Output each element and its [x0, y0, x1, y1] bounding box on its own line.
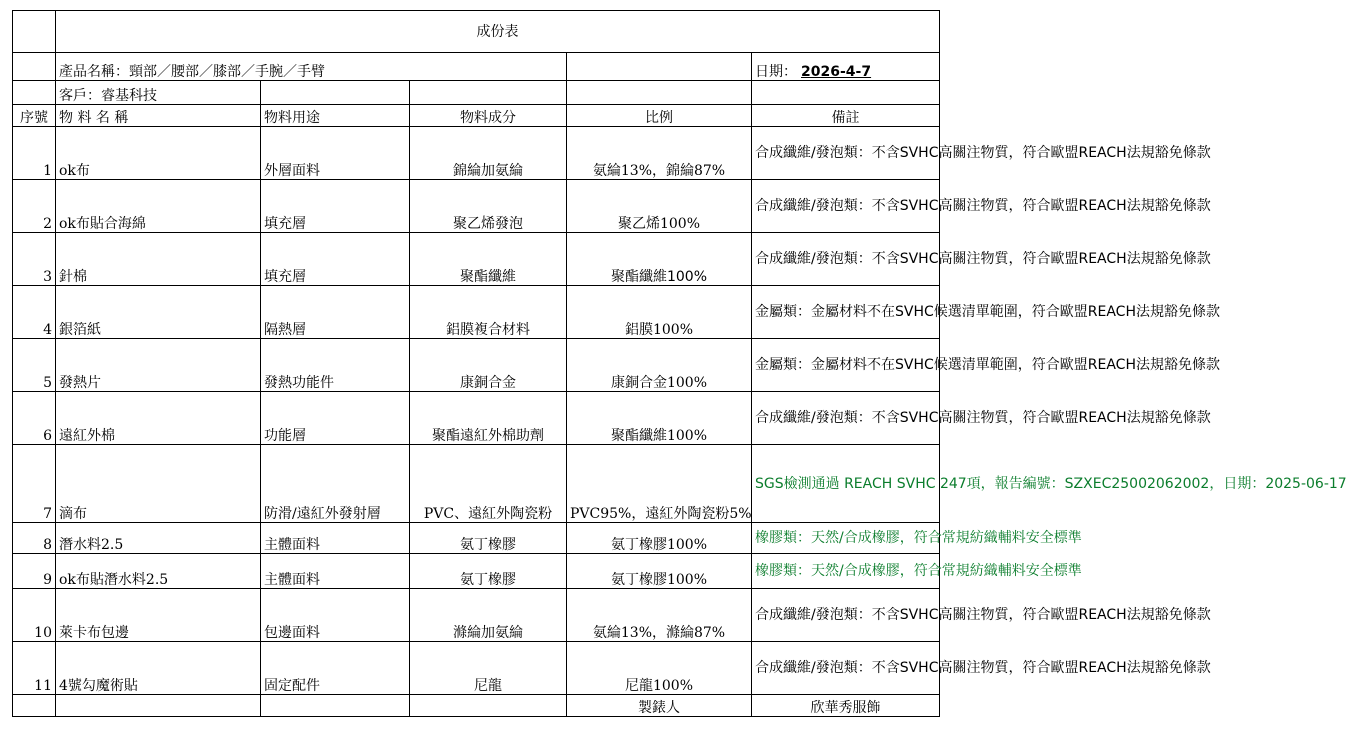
row-ratio: 鋁膜100% — [567, 286, 752, 339]
row-material-use: 主體面料 — [261, 523, 410, 554]
row-seq: 1 — [13, 127, 56, 180]
date-value: 2026-4-7 — [801, 64, 872, 80]
header-use: 物料用途 — [261, 105, 410, 127]
table-row — [13, 523, 940, 554]
table-row — [13, 445, 940, 523]
row-material-name: ok布貼潛水料2.5 — [56, 554, 261, 589]
row-ratio: PVC95%，遠紅外陶瓷粉5% — [567, 445, 752, 523]
row-composition: 錦綸加氨綸 — [410, 127, 567, 180]
row-material-name: 針棉 — [56, 233, 261, 286]
footer-label: 製錶人 — [567, 695, 752, 717]
table-row — [13, 286, 940, 339]
header-ratio: 比例 — [567, 105, 752, 127]
customer-name: 客戶：睿基科技 — [56, 81, 261, 105]
row-remark: 金屬類：金屬材料不在SVHC候選清單範圍，符合歐盟REACH法規豁免條款 — [752, 339, 940, 392]
product-row — [13, 53, 940, 81]
header-remarks: 備註 — [752, 105, 940, 127]
ingredient-table — [12, 10, 1347, 717]
row-material-name: 4號勾魔術貼 — [56, 642, 261, 695]
row-material-name: 滴布 — [56, 445, 261, 523]
row-ratio: 氨丁橡膠100% — [567, 554, 752, 589]
row-ratio: 氨丁橡膠100% — [567, 523, 752, 554]
footer-row — [13, 695, 940, 717]
row-composition: 氨丁橡膠 — [410, 523, 567, 554]
row-material-use: 填充層 — [261, 180, 410, 233]
table-row — [13, 339, 940, 392]
row-material-use: 包邊面料 — [261, 589, 410, 642]
row-seq: 5 — [13, 339, 56, 392]
row-remark: 合成纖維/發泡類：不含SVHC高關注物質，符合歐盟REACH法規豁免條款 — [752, 180, 940, 233]
header-seq: 序號 — [13, 105, 56, 127]
row-material-name: 遠紅外棉 — [56, 392, 261, 445]
row-remark: 合成纖維/發泡類：不含SVHC高關注物質，符合歐盟REACH法規豁免條款 — [752, 392, 940, 445]
row-ratio: 聚酯纖維100% — [567, 233, 752, 286]
row-material-use: 防滑/遠紅外發射層 — [261, 445, 410, 523]
row-material-use: 功能層 — [261, 392, 410, 445]
product-name: 產品名稱：頸部／腰部／膝部／手腕／手臂 — [56, 53, 567, 81]
header-name: 物 料 名 稱 — [56, 105, 261, 127]
row-seq: 2 — [13, 180, 56, 233]
row-material-use: 固定配件 — [261, 642, 410, 695]
row-composition: 聚乙烯發泡 — [410, 180, 567, 233]
table-row — [13, 589, 940, 642]
row-ratio: 康銅合金100% — [567, 339, 752, 392]
row-remark: 合成纖維/發泡類：不含SVHC高關注物質，符合歐盟REACH法規豁免條款 — [752, 589, 940, 642]
row-seq: 6 — [13, 392, 56, 445]
row-composition: 尼龍 — [410, 642, 567, 695]
row-material-use: 外層面料 — [261, 127, 410, 180]
row-seq: 7 — [13, 445, 56, 523]
row-composition: PVC、遠紅外陶瓷粉 — [410, 445, 567, 523]
row-composition: 鋁膜複合材料 — [410, 286, 567, 339]
table-row — [13, 392, 940, 445]
row-material-name: ok布 — [56, 127, 261, 180]
table-row — [13, 180, 940, 233]
row-composition: 氨丁橡膠 — [410, 554, 567, 589]
customer-row — [13, 81, 940, 105]
row-seq: 3 — [13, 233, 56, 286]
row-composition: 聚酯纖維 — [410, 233, 567, 286]
row-remark: 橡膠類：天然/合成橡膠，符合常規紡織輔料安全標準 — [752, 554, 940, 589]
row-seq: 9 — [13, 554, 56, 589]
row-seq: 4 — [13, 286, 56, 339]
row-remark: 合成纖維/發泡類：不含SVHC高關注物質，符合歐盟REACH法規豁免條款 — [752, 642, 940, 695]
row-material-name: ok布貼合海綿 — [56, 180, 261, 233]
header-composition: 物料成分 — [410, 105, 567, 127]
row-ratio: 聚乙烯100% — [567, 180, 752, 233]
row-composition: 滌綸加氨綸 — [410, 589, 567, 642]
title-row — [13, 11, 940, 53]
row-remark: SGS檢測通過 REACH SVHC 247項，報告編號：SZXEC25002062002，日期：2025-06-17 — [752, 445, 940, 523]
table-row — [13, 554, 940, 589]
row-ratio: 聚酯纖維100% — [567, 392, 752, 445]
row-composition: 康銅合金 — [410, 339, 567, 392]
row-material-use: 主體面料 — [261, 554, 410, 589]
table-row — [13, 233, 940, 286]
row-seq: 10 — [13, 589, 56, 642]
row-material-name: 發熱片 — [56, 339, 261, 392]
row-composition: 聚酯遠紅外棉助劑 — [410, 392, 567, 445]
date-cell — [752, 53, 940, 81]
row-material-name: 潛水料2.5 — [56, 523, 261, 554]
table-row — [13, 642, 940, 695]
header-row — [13, 105, 940, 127]
row-remark: 合成纖維/發泡類：不含SVHC高關注物質，符合歐盟REACH法規豁免條款 — [752, 127, 940, 180]
row-ratio: 尼龍100% — [567, 642, 752, 695]
row-material-use: 填充層 — [261, 233, 410, 286]
row-seq: 11 — [13, 642, 56, 695]
row-material-use: 隔熱層 — [261, 286, 410, 339]
row-seq: 8 — [13, 523, 56, 554]
row-remark: 金屬類：金屬材料不在SVHC候選清單範圍，符合歐盟REACH法規豁免條款 — [752, 286, 940, 339]
row-ratio: 氨綸13%，錦綸87% — [567, 127, 752, 180]
table-row — [13, 127, 940, 180]
row-material-use: 發熱功能件 — [261, 339, 410, 392]
row-ratio: 氨綸13%，滌綸87% — [567, 589, 752, 642]
row-material-name: 銀箔紙 — [56, 286, 261, 339]
footer-value: 欣華秀服飾 — [752, 695, 940, 717]
sheet-title: 成份表 — [56, 11, 940, 53]
row-remark: 橡膠類：天然/合成橡膠，符合常規紡織輔料安全標準 — [752, 523, 940, 554]
row-material-name: 萊卡布包邊 — [56, 589, 261, 642]
row-remark: 合成纖維/發泡類：不含SVHC高關注物質，符合歐盟REACH法規豁免條款 — [752, 233, 940, 286]
date-label: 日期： — [755, 64, 797, 80]
